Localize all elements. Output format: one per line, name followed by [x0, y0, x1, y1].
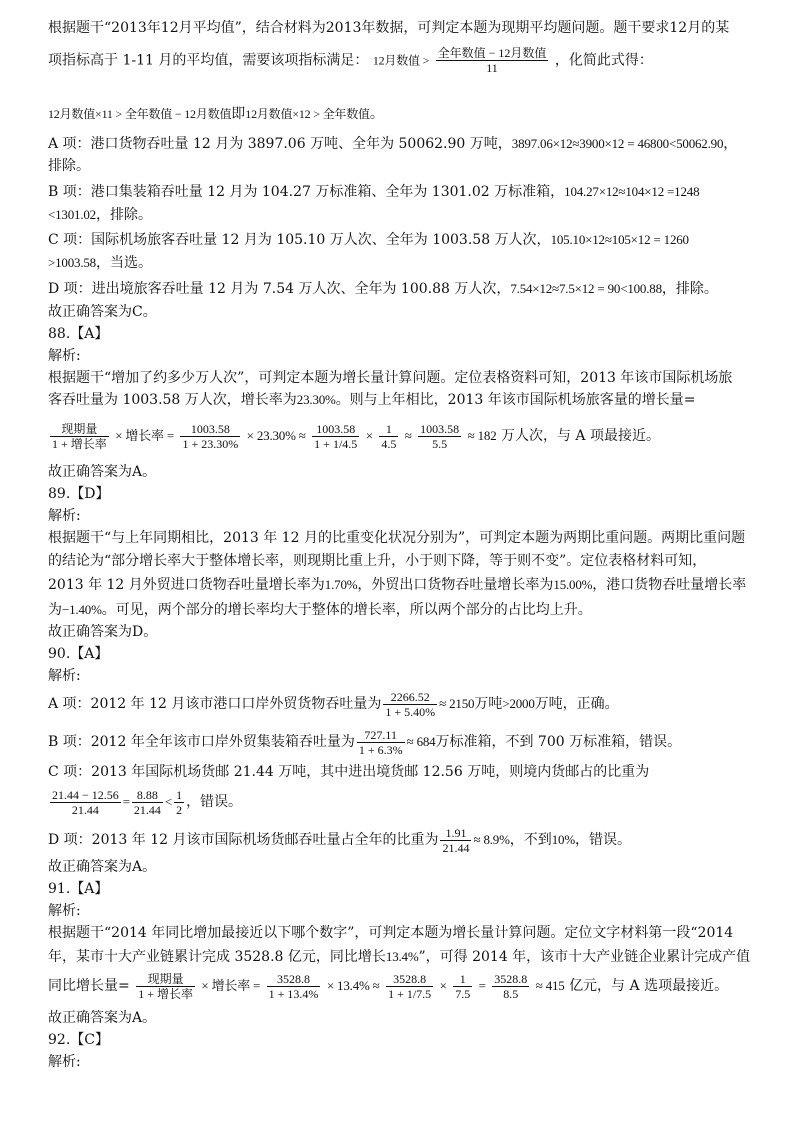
fraction-numerator: 3528.8 — [267, 972, 321, 987]
paragraph-text: ， — [723, 136, 738, 152]
paragraph-text: 根据题干“2014 年同比增加最接近以下哪个数字”，可判定本题为增长量计算问题。定位文字材料第一段“2014 — [48, 925, 734, 941]
paragraph-text: 2013 年 12 月外贸进口货物吞吐量增长率为 — [48, 577, 325, 593]
option-d-text: D 项：2013 年 12 月该市国际机场货邮吞吐量占全年的比重为 — [48, 832, 439, 848]
paragraph-text: ，外贸出口货物吞吐量增长率为 — [357, 577, 554, 593]
fraction-denominator: 1 + 6.3% — [358, 742, 403, 757]
fraction-denominator: 1 + 1/4.5 — [314, 436, 358, 451]
answer-line — [48, 1008, 768, 1028]
question-number — [48, 324, 768, 344]
paragraph-text: ，排除。 — [661, 281, 718, 297]
paragraph-text: 项指标高于 1-11 月的平均值，需要该项指标满足： — [48, 52, 369, 69]
text-line — [48, 205, 768, 225]
fraction-numerator: 1 — [379, 422, 398, 437]
paragraph-text: 万人次，与 A 项最接近。 — [500, 428, 660, 444]
formula-text: 1.70% — [324, 577, 358, 592]
fraction — [267, 972, 321, 1001]
text-line — [48, 279, 768, 299]
fraction-denominator: 5.5 — [432, 436, 448, 451]
paragraph-text: ，错误。 — [186, 794, 243, 810]
paragraph-text: 根据题干“增加了约多少万人次”，可判定本题为增长量计算问题。定位表格资料可知，2013 年该市国际机场旅 — [48, 370, 733, 386]
fraction — [50, 788, 121, 817]
option-b-text: B 项：港口集装箱吞吐量 12 月为 104.27 万标准箱、全年为 1301.02 万标准箱， — [48, 184, 565, 200]
fraction — [50, 422, 109, 451]
fraction-denominator: 1 + 13.4% — [268, 986, 319, 1001]
paragraph-text: ，排除。 — [95, 207, 152, 223]
formula-text: 10% — [551, 832, 575, 847]
formula-line — [48, 820, 768, 860]
question-92-label: 92.【C】 — [48, 1032, 109, 1048]
paragraph-text: ，错误。 — [574, 832, 631, 848]
paragraph-text: 。 — [369, 106, 384, 122]
paragraph-text: ，不到 — [509, 832, 552, 848]
paragraph-text: 。可见，两个部分的增长率均大于整体的增长率，所以两个部分的占比均上升。 — [101, 602, 592, 618]
analysis-text: 解析: — [48, 1054, 81, 1070]
analysis-label — [48, 666, 768, 686]
formula-text: 15.00% — [553, 577, 593, 592]
text-line — [48, 551, 768, 571]
text-line — [48, 46, 768, 75]
fraction — [386, 972, 433, 1001]
fraction — [436, 46, 549, 75]
text-line — [48, 156, 768, 176]
fraction — [418, 422, 461, 451]
analysis-text: 解析: — [48, 668, 81, 684]
fraction-denominator: 7.5 — [455, 986, 471, 1001]
text-line — [48, 253, 768, 273]
text-line — [48, 390, 768, 410]
fraction-denominator: 11 — [486, 61, 498, 75]
formula-text: 23.30% — [296, 392, 336, 407]
answer-line — [48, 857, 768, 877]
fraction-numerator: 1.91 — [440, 826, 471, 841]
answer-text: 故正确答案为C。 — [48, 304, 157, 320]
formula-line — [48, 684, 768, 724]
question-88-label: 88.【A】 — [48, 326, 109, 342]
question-number — [48, 1030, 768, 1050]
analysis-label — [48, 506, 768, 526]
option-c-text: C 项：国际机场旅客吞吐量 12 月为 105.10 万人次、全年为 1003.58 万人次， — [48, 232, 551, 248]
analysis-text: 解析: — [48, 508, 81, 524]
formula-text: × 增长率 = — [201, 978, 261, 993]
fraction-numerator: 1003.58 — [312, 422, 359, 437]
fraction — [136, 972, 195, 1001]
formula-text: ≈ 2150 — [439, 696, 475, 711]
paragraph-text: 排除。 — [48, 158, 90, 174]
fraction-denominator: 8.5 — [503, 986, 519, 1001]
fraction-denominator: 1 + 增长率 — [52, 436, 107, 451]
paragraph-text: ，化简此式得： — [554, 52, 653, 69]
paragraph-text: ，当选。 — [95, 255, 152, 271]
analysis-label — [48, 346, 768, 366]
question-91-label: 91.【A】 — [48, 881, 109, 897]
answer-line — [48, 462, 768, 482]
text-line — [48, 182, 768, 202]
fraction — [174, 788, 184, 817]
fraction-numerator: 2266.52 — [383, 690, 437, 705]
option-d-text: D 项：进出境旅客吞吐量 12 月为 7.54 万人次、全年为 100.88 万人次， — [48, 281, 511, 297]
fraction-denominator: 1 + 5.40% — [385, 704, 436, 719]
formula-text: −1.40% — [62, 602, 102, 617]
answer-line — [48, 622, 768, 642]
fraction — [453, 972, 472, 1001]
paragraph-text: 客吞吐量为 1003.58 万人次，增长率为 — [48, 392, 297, 408]
text-line — [48, 923, 768, 943]
paragraph-text: 万标准箱，不到 700 万标准箱，错误。 — [435, 734, 682, 750]
fraction — [379, 422, 398, 451]
fraction-numerator: 现期量 — [136, 972, 195, 987]
paragraph-text: 即 — [231, 106, 246, 122]
formula-text: ≈ 182 — [467, 428, 497, 443]
paragraph-text: 为 — [48, 602, 62, 618]
formula-text: × 13.4% ≈ — [326, 978, 380, 993]
paragraph-text: 。则与上年相比，2013 年该市国际机场旅客量的增长量= — [335, 392, 696, 408]
fraction-denominator: 1 + 1/7.5 — [388, 986, 432, 1001]
formula-line — [48, 416, 768, 456]
fraction — [440, 826, 471, 855]
paragraph-text: 万吨 — [474, 696, 503, 712]
paragraph-text: 亿元，与 A 选项最接近。 — [569, 978, 729, 994]
fraction — [180, 422, 240, 451]
paragraph-text: 同比增长量= — [48, 978, 130, 994]
formula-text: 12月数值×12 > 全年数值 — [245, 107, 370, 121]
text-line — [48, 134, 768, 154]
fraction-numerator: 727.11 — [357, 728, 405, 743]
formula-line — [48, 722, 768, 762]
fraction-numerator: 1 — [176, 787, 183, 802]
fraction — [132, 788, 163, 817]
option-a-text: A 项：2012 年 12 月该市港口口岸外贸货物吞吐量为 — [48, 696, 382, 712]
question-number — [48, 879, 768, 899]
formula-text: ≈ — [404, 428, 412, 443]
fraction-denominator: 4.5 — [381, 436, 397, 451]
formula-text: ≈ 415 — [535, 978, 565, 993]
formula-text: 104.27×12≈104×12 =1248 — [564, 184, 700, 199]
formula-text: × 23.30% ≈ — [246, 428, 306, 443]
question-89-label: 89.【D】 — [48, 486, 110, 502]
formula-text: = — [478, 978, 486, 993]
text-line — [48, 368, 768, 388]
fraction — [312, 422, 359, 451]
formula-text: >1003.58 — [48, 255, 96, 270]
formula-text: 13.4% — [385, 949, 419, 964]
answer-text: 故正确答案为A。 — [48, 859, 157, 875]
fraction — [357, 728, 405, 757]
question-number — [48, 484, 768, 504]
formula-text: × 增长率 = — [115, 428, 174, 443]
fraction-denominator: 2 — [176, 802, 183, 817]
fraction-denominator: 1 + 23.30% — [182, 436, 239, 451]
paragraph-text: ”，可得 2014 年，该市十大产业链企业累计完成产值 — [418, 949, 751, 965]
formula-text: <1301.02 — [48, 207, 96, 222]
fraction-numerator: 21.44 − 12.56 — [52, 787, 119, 802]
analysis-label — [48, 901, 768, 921]
question-90-label: 90.【A】 — [48, 646, 109, 662]
formula-text: 12月数值×11 > 全年数值 − 12月数值 — [48, 107, 232, 121]
paragraph-text: 年，某市十大产业链累计完成 3528.8 亿元，同比增长 — [48, 949, 386, 965]
text-line — [48, 575, 768, 595]
paragraph-text: 根据题干“与上年同期相比，2013 年 12 月的比重变化状况分别为”，可判定本题为两期比重问题。两期比重问题 — [48, 530, 746, 546]
formula-line — [48, 966, 768, 1006]
text-line — [48, 600, 768, 620]
fraction-numerator: 1003.58 — [420, 421, 460, 436]
fraction-denominator: 21.44 — [442, 840, 470, 855]
fraction — [383, 690, 437, 719]
analysis-text: 解析: — [48, 903, 81, 919]
fraction-numerator: 1003.58 — [180, 422, 240, 437]
formula-text: × — [365, 428, 373, 443]
text-line — [48, 528, 768, 548]
formula-text: < — [164, 794, 173, 809]
answer-text: 故正确答案为A。 — [48, 464, 157, 480]
formula-text: = — [122, 794, 130, 809]
fraction-denominator: 21.44 — [71, 802, 99, 817]
option-c-text: C 项：2013 年国际机场货邮 21.44 万吨，其中进出境货邮 12.56 万吨，则境内货邮占的比重为 — [48, 764, 650, 780]
paragraph-text: 根据题干“2013年12月平均值”，结合材料为2013年数据，可判定本题为现期平均题问题。题干要求12月的某 — [48, 20, 730, 36]
fraction-numerator: 1 — [453, 972, 472, 987]
fraction-denominator: 1 + 增长率 — [138, 986, 193, 1001]
answer-text: 故正确答案为D。 — [48, 624, 158, 640]
answer-text: 故正确答案为A。 — [48, 1010, 157, 1026]
formula-text: ≈ 684 — [406, 734, 436, 749]
analysis-label — [48, 1052, 768, 1072]
fraction-numerator: 3528.8 — [494, 971, 528, 986]
fraction-numerator: 8.88 — [132, 788, 163, 803]
paragraph-text: ，港口货物吞吐量增长率 — [592, 577, 747, 593]
paragraph-text: 的结论为“部分增长率大于整体增长率，则现期比重上升，小于则下降，等于则不变”。定位表格材料可知， — [48, 553, 707, 569]
analysis-text: 解析: — [48, 348, 81, 364]
formula-text: 105.10×12≈105×12 = 1260 — [550, 232, 689, 247]
fraction-denominator: 21.44 — [133, 802, 161, 817]
text-line — [48, 762, 768, 782]
fraction-numerator: 3528.8 — [386, 972, 433, 987]
fraction-numerator: 现期量 — [50, 422, 109, 437]
fraction — [492, 972, 529, 1001]
text-line — [48, 18, 768, 38]
option-a-text: A 项：港口货物吞吐量 12 月为 3897.06 万吨、全年为 50062.90 万吨， — [48, 136, 512, 152]
formula-text: 7.54×12≈7.5×12 = 90<100.88 — [510, 281, 662, 296]
question-number — [48, 644, 768, 664]
formula-text: × — [439, 978, 447, 993]
fraction-numerator: 全年数值 − 12月数值 — [437, 46, 547, 60]
formula-text: 3897.06×12≈3900×12 = 46800<50062.90 — [511, 136, 724, 151]
option-b-text: B 项：2012 年全年该市口岸外贸集装箱吞吐量为 — [48, 734, 355, 750]
formula-text: >2000 — [502, 696, 535, 711]
text-line — [48, 104, 768, 124]
text-line — [48, 230, 768, 250]
formula-text: 12月数值 > — [372, 53, 430, 68]
paragraph-text: 万吨，正确。 — [534, 696, 619, 712]
formula-line — [48, 782, 768, 822]
formula-text: ≈ 8.9% — [473, 832, 510, 847]
answer-line — [48, 302, 768, 322]
text-line — [48, 947, 768, 967]
